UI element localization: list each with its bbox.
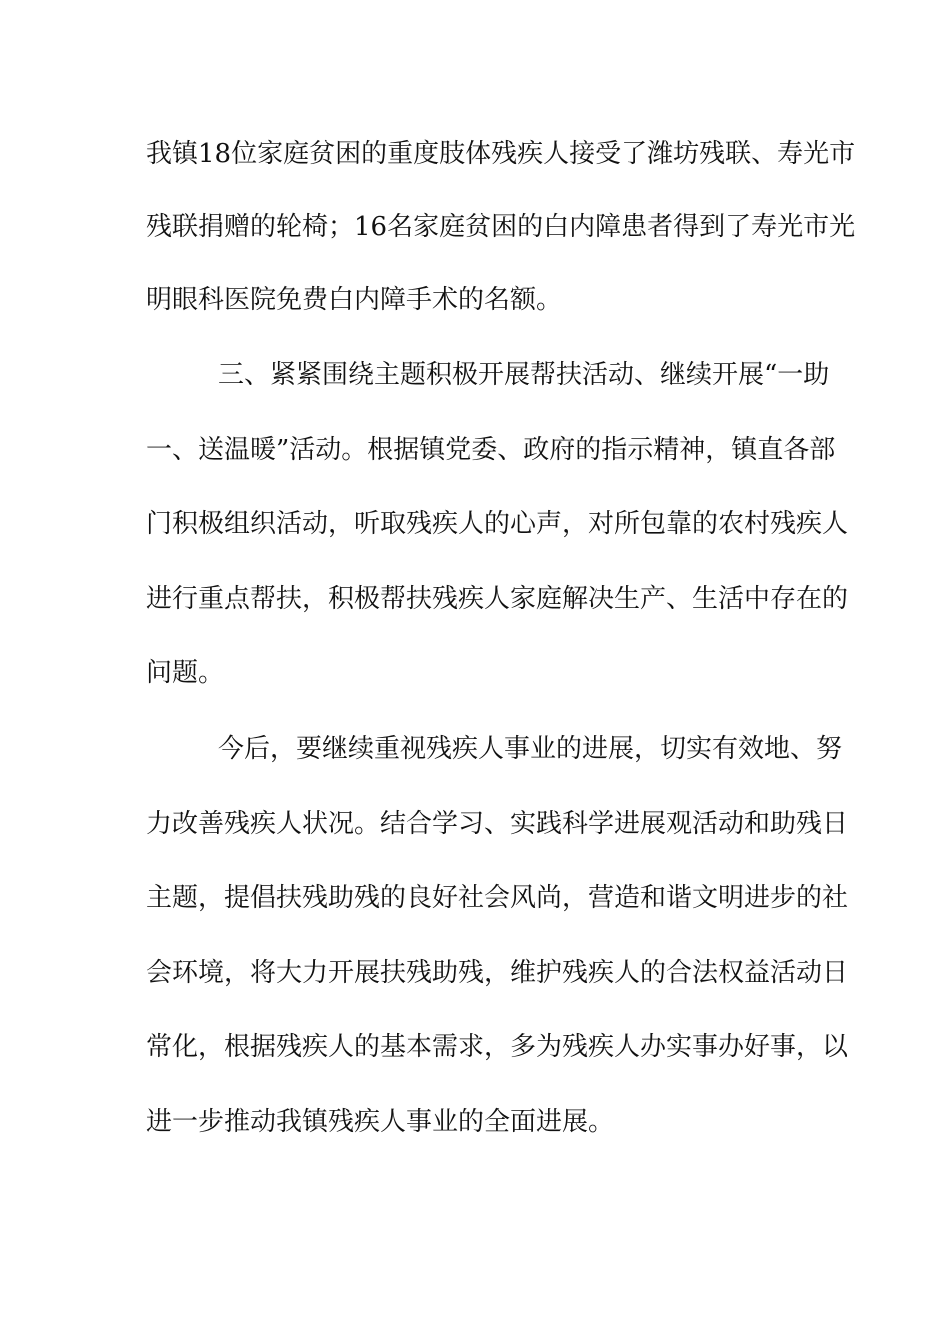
paragraph-3-line-2: 力改善残疾人状况。结合学习、实践科学进展观活动和助残日 [146, 809, 849, 839]
paragraph-2-line-1: 三、紧紧围绕主题积极开展帮扶活动、继续开展“一助 [218, 360, 830, 390]
paragraph-1-line-2: 残联捐赠的轮椅；16名家庭贫困的白内障患者得到了寿光市光 [146, 212, 856, 242]
paragraph-3-line-4: 会环境，将大力开展扶残助残，维护残疾人的合法权益活动日 [146, 958, 849, 988]
paragraph-2-line-4: 进行重点帮扶，积极帮扶残疾人家庭解决生产、生活中存在的 [146, 584, 849, 614]
paragraph-3-line-5: 常化，根据残疾人的基本需求，多为残疾人办实事办好事，以 [146, 1032, 849, 1062]
paragraph-2-line-2: 一、送温暖”活动。根据镇党委、政府的指示精神，镇直各部 [146, 435, 836, 465]
paragraph-1-line-1: 我镇18位家庭贫困的重度肢体残疾人接受了潍坊残联、寿光市 [146, 139, 856, 169]
paragraph-3-line-1: 今后，要继续重视残疾人事业的进展，切实有效地、努 [218, 734, 843, 764]
paragraph-2-line-3: 门积极组织活动，听取残疾人的心声，对所包靠的农村残疾人 [146, 509, 849, 539]
paragraph-3-line-3: 主题，提倡扶残助残的良好社会风尚，营造和谐文明进步的社 [146, 883, 849, 913]
paragraph-2-line-5: 问题。 [146, 658, 225, 688]
paragraph-1-line-3: 明眼科医院免费白内障手术的名额。 [146, 285, 563, 315]
paragraph-3-line-6: 进一步推动我镇残疾人事业的全面进展。 [146, 1107, 615, 1137]
